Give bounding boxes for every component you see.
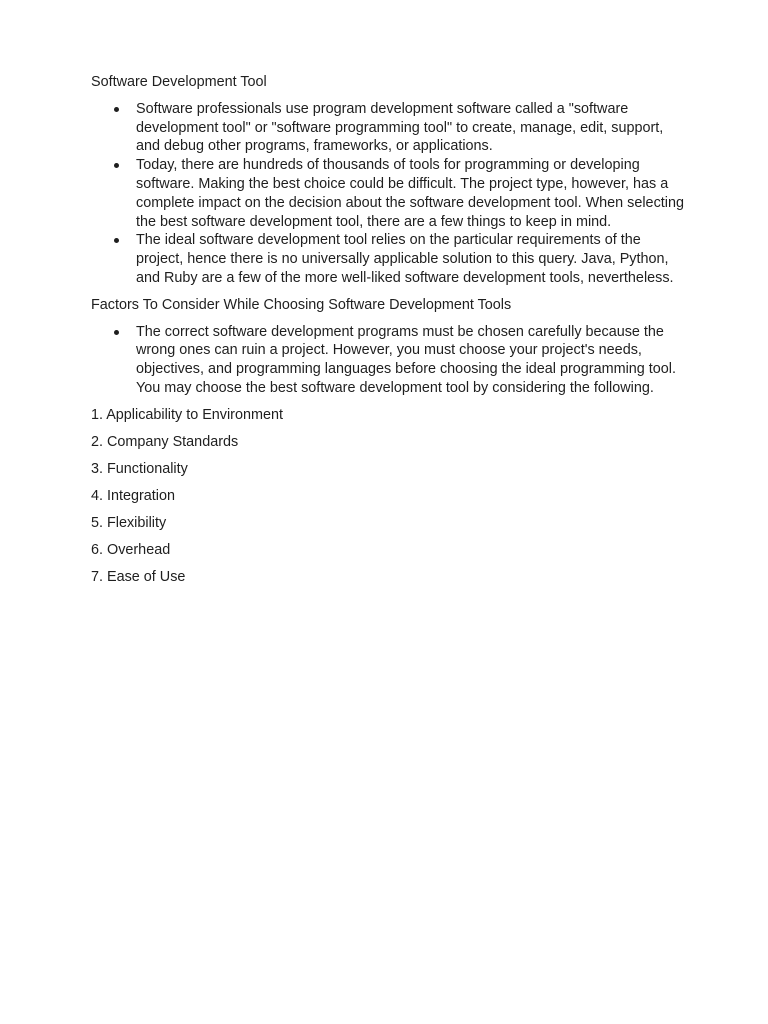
bullet-icon bbox=[114, 163, 119, 168]
bullet-icon bbox=[114, 107, 119, 112]
factor-item-functionality: 3. Functionality bbox=[91, 460, 188, 477]
bullet-list-factors bbox=[91, 323, 691, 398]
bullet-icon bbox=[114, 330, 119, 335]
section-heading-software-development-tool: Software Development Tool bbox=[91, 74, 267, 90]
section-heading-factors: Factors To Consider While Choosing Software Development Tools bbox=[91, 296, 512, 313]
bullet-item bbox=[91, 231, 691, 287]
factor-item-overhead: 6. Overhead bbox=[91, 541, 171, 558]
bullet-item bbox=[91, 156, 691, 231]
factor-item-applicability: 1. Applicability to Environment bbox=[91, 406, 283, 423]
bullet-item bbox=[91, 323, 691, 398]
numbered-factor-list bbox=[91, 406, 691, 587]
bullet-text: Software professionals use program development software called a "software development tool" or "software programming tool" to create, manage, edit, support, and debug other programs, frameworks, or applications. bbox=[136, 100, 664, 155]
factor-item-company-standards: 2. Company Standards bbox=[91, 433, 239, 450]
bullet-text: The correct software development programs must be chosen carefully because the wrong ones can ruin a project. However, you must choose your project's needs, objectives, and programming languages before choosing the ideal programming tool. You may choose the best software development tool by considering the following. bbox=[136, 323, 676, 396]
bullet-text: Today, there are hundreds of thousands of tools for programming or developing software. Making the best choice could be difficult. The project type, however, has a complete impact on the decision about the software development tool. When selecting the best software development tool, there are a few things to keep in mind. bbox=[136, 157, 684, 230]
bullet-item bbox=[91, 100, 691, 156]
factor-item-integration: 4. Integration bbox=[91, 487, 176, 504]
document-content bbox=[91, 73, 691, 595]
factor-item-flexibility: 5. Flexibility bbox=[91, 514, 167, 531]
bullet-icon bbox=[114, 238, 119, 243]
bullet-list-software-development-tool bbox=[91, 100, 691, 288]
factor-item-ease-of-use: 7. Ease of Use bbox=[91, 568, 186, 585]
bullet-text: The ideal software development tool relies on the particular requirements of the project, hence there is no universally applicable solution to this query. Java, Python, and Ruby are a few of the more well-liked software development tools, nevertheless. bbox=[136, 232, 674, 286]
